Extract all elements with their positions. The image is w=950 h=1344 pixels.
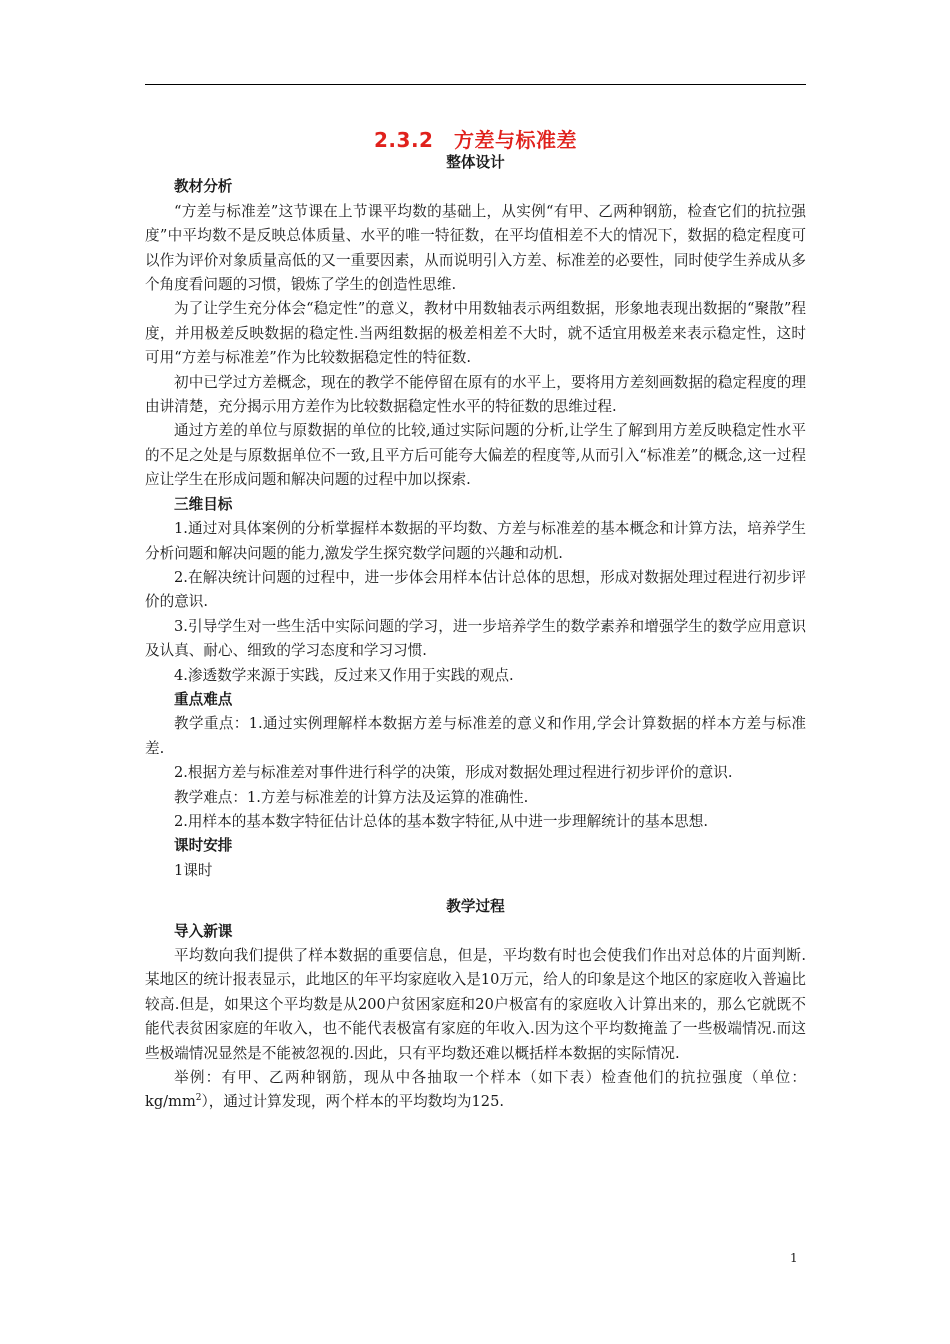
goal-item: 2.在解决统计问题的过程中，进一步体会用样本估计总体的思想，形成对数据处理过程进行初步评价的意识. bbox=[145, 568, 806, 611]
section-heading-goals: 三维目标 bbox=[174, 495, 233, 513]
paragraph: 平均数向我们提供了样本数据的重要信息，但是，平均数有时也会使我们作出对总体的片面判断.某地区的统计报表显示，此地区的年平均家庭收入是10万元，给人的印象是这个地区的家庭收入普遍比较高.但是，如果这个平均数是从200户贫困家庭和20户极富有的家庭收入计算出来的，那么它就既不能代表贫困家庭的年收入，也不能代表极富有家庭的年收入.因为这个平均数掩盖了一些极端情况.而这些极端情况显然是不能被忽视的.因此，只有平均数还难以概括样本数据的实际情况. bbox=[145, 947, 806, 1062]
example-paragraph bbox=[145, 1066, 806, 1115]
paragraph: 教学难点：1.方差与标准差的计算方法及运算的准确性. bbox=[174, 788, 529, 806]
unit-exponent: 2 bbox=[195, 1093, 202, 1104]
paragraph: 通过方差的单位与原数据的单位的比较,通过实际问题的分析,让学生了解到用方差反映稳定性水平的不足之处是与原数据单位不一致,且平方后可能夸大偏差的程度等,从而引入“标准差”的概念,这一过程应让学生在形成问题和解决问题的过程中加以探索. bbox=[145, 422, 806, 489]
document-body bbox=[145, 151, 806, 1115]
paragraph: 2.根据方差与标准差对事件进行科学的决策，形成对数据处理过程进行初步评价的意识. bbox=[174, 764, 733, 782]
goal-item: 1.通过对具体案例的分析掌握样本数据的平均数、方差与标准差的基本概念和计算方法，培养学生分析问题和解决问题的能力,激发学生探究数学问题的兴趣和动机. bbox=[145, 520, 806, 562]
process-heading: 教学过程 bbox=[446, 898, 505, 916]
paragraph: “方差与标准差”这节课在上节课平均数的基础上，从实例“有甲、乙两种钢筋，检查它们的抗拉强度”中平均数不是反映总体质量、水平的唯一特征数，在平均值相差不大的情况下，数据的稳定程度可以作为评价对象质量高低的又一重要因素，从而说明引入方差、标准差的必要性，同时使学生养成从多个角度看问题的习惯，锻炼了学生的创造性思维. bbox=[145, 202, 806, 294]
goal-item: 3.引导学生对一些生活中实际问题的学习，进一步培养学生的数学素养和增强学生的数学应用意识及认真、耐心、细致的学习态度和学习习惯. bbox=[145, 617, 806, 660]
example-text: 举例：有甲、乙两种钢筋，现从中各抽取一个样本（如下表）检查他们的抗拉强度（单位：kg/mm bbox=[145, 1069, 806, 1111]
example-text-end: ），通过计算发现，两个样本的平均数均为125. bbox=[201, 1093, 504, 1111]
section-heading-intro: 导入新课 bbox=[174, 922, 233, 940]
schedule-text: 1课时 bbox=[174, 861, 213, 879]
paragraph: 教学重点：1.通过实例理解样本数据方差与标准差的意义和作用,学会计算数据的样本方差与标准差. bbox=[145, 715, 806, 757]
page-number: 1 bbox=[790, 1251, 798, 1265]
paragraph: 初中已学过方差概念，现在的教学不能停留在原有的水平上，要将用方差刻画数据的稳定程度的理由讲清楚，充分揭示用方差作为比较数据稳定性水平的特征数的思维过程. bbox=[145, 373, 806, 416]
goal-item: 4.渗透数学来源于实践，反过来又作用于实践的观点. bbox=[174, 666, 514, 684]
subtitle: 整体设计 bbox=[446, 154, 505, 171]
paragraph: 2.用样本的基本数字特征估计总体的基本数字特征,从中进一步理解统计的基本思想. bbox=[174, 812, 708, 830]
section-heading-key-points: 重点难点 bbox=[174, 690, 233, 708]
section-heading-analysis: 教材分析 bbox=[174, 178, 233, 196]
header-rule bbox=[145, 84, 806, 85]
paragraph: 为了让学生充分体会“稳定性”的意义，教材中用数轴表示两组数据，形象地表现出数据的“聚散”程度，并用极差反映数据的稳定性.当两组数据的极差相差不大时，就不适宜用极差来表示稳定性，这时可用“方差与标准差”作为比较数据稳定性的特征数. bbox=[145, 300, 806, 367]
section-heading-schedule: 课时安排 bbox=[174, 837, 233, 855]
page-title: 2.3.2 方差与标准差 bbox=[374, 128, 577, 152]
